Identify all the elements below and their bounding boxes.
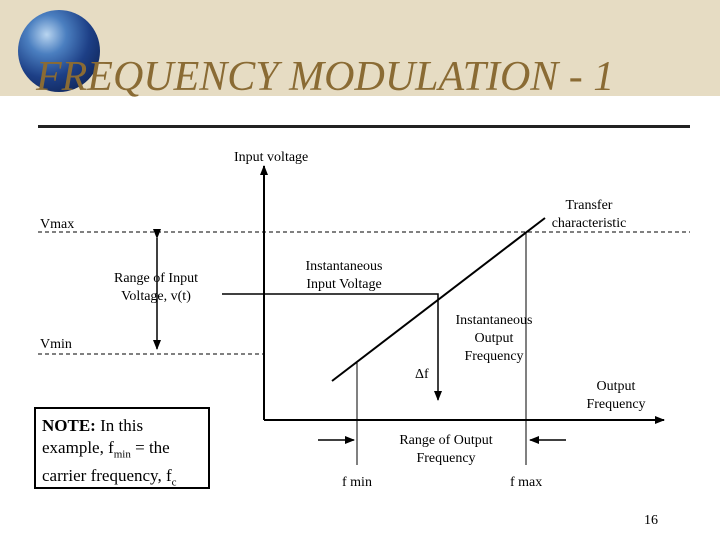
instantaneous-input-pointer	[222, 294, 438, 400]
instantaneous-output-label	[444, 312, 544, 366]
note-text2: example, f	[42, 438, 114, 457]
range-input-line1: Range of Input	[114, 271, 198, 286]
delta-f-label: Δf	[415, 367, 429, 382]
slide-title: FREQUENCY MODULATION - 1	[36, 54, 615, 100]
note-sub-c: c	[171, 476, 177, 489]
input-voltage-label: Input voltage	[234, 150, 309, 165]
inst-output-line3: Frequency	[464, 349, 524, 364]
inst-output-line2: Output	[474, 331, 514, 346]
instantaneous-input-label	[292, 258, 396, 294]
f-max-label: f max	[510, 475, 543, 490]
f-min-label: f min	[342, 475, 372, 490]
range-of-input-label	[104, 270, 208, 306]
transfer-characteristic-label	[544, 197, 634, 233]
range-output-line2: Frequency	[416, 451, 476, 466]
page-number: 16	[644, 513, 658, 528]
note-box	[34, 407, 210, 489]
range-input-line2: Voltage, v(t)	[121, 289, 191, 304]
note-text3: = the	[130, 438, 170, 457]
output-freq-line1: Output	[596, 379, 636, 394]
note-text1: In this	[95, 416, 144, 435]
note-line3	[42, 465, 202, 493]
inst-input-line1: Instantaneous	[305, 259, 383, 274]
vmin-label: Vmin	[40, 337, 72, 352]
inst-output-line1: Instantaneous	[455, 313, 533, 328]
output-frequency-label	[574, 378, 658, 414]
note-sub-min: min	[113, 448, 131, 461]
range-output-line1: Range of Output	[399, 433, 493, 448]
inst-input-line2: Input Voltage	[306, 277, 382, 292]
note-line2	[42, 437, 202, 465]
range-of-output-label	[386, 432, 506, 468]
transfer-label-line1: Transfer	[565, 198, 613, 213]
vmax-label: Vmax	[40, 217, 75, 232]
note-line1	[42, 415, 202, 437]
note-bold: NOTE:	[42, 416, 96, 435]
transfer-label-line2: characteristic	[551, 216, 627, 231]
note-text4: carrier frequency, f	[42, 466, 172, 486]
output-freq-line2: Frequency	[586, 397, 646, 412]
